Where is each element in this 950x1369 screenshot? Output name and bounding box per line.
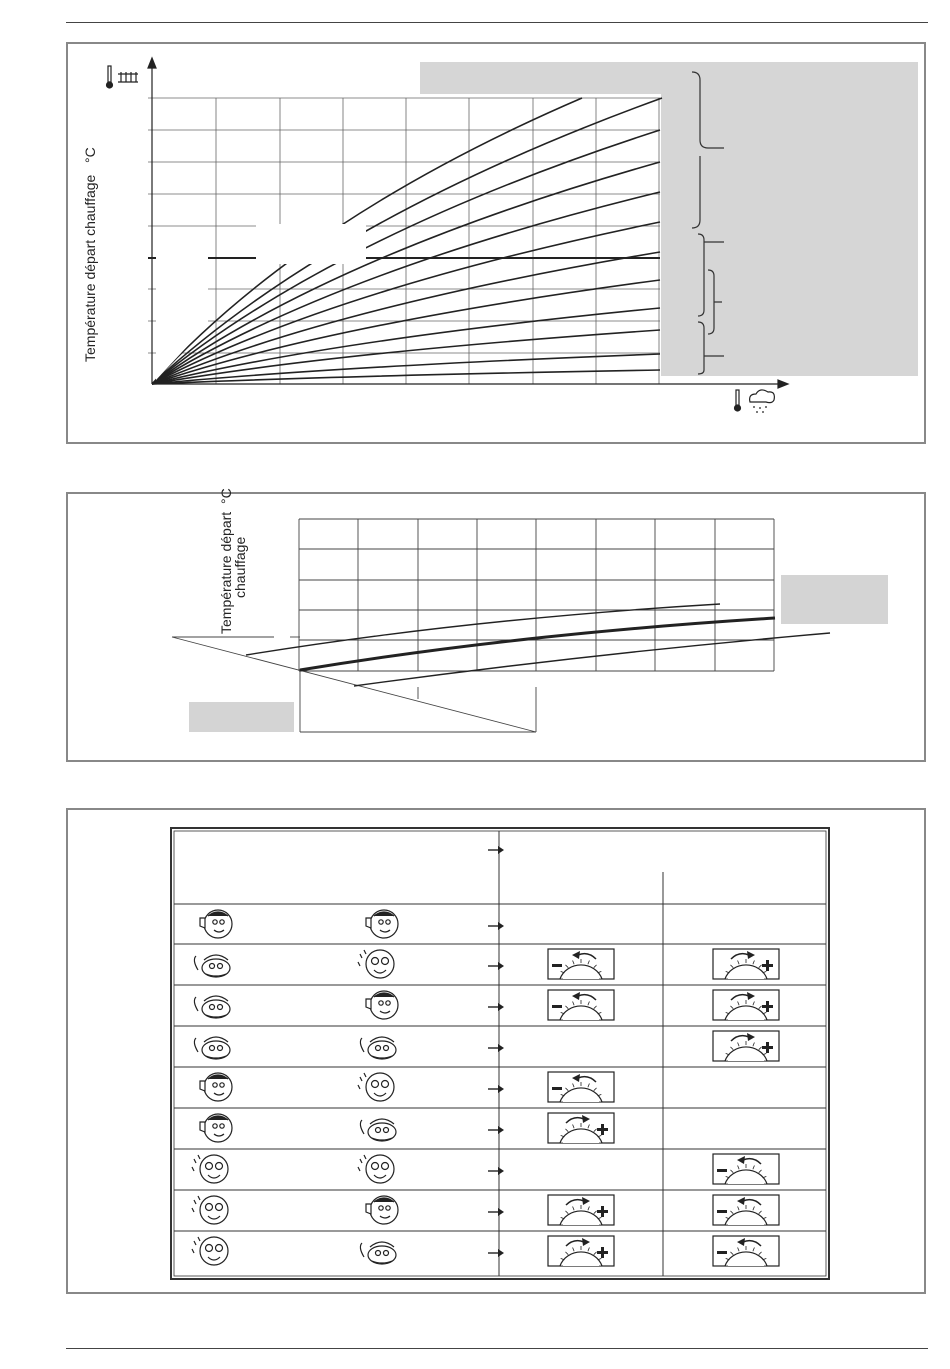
hot-face-icon (192, 1155, 228, 1183)
arrow-icon (488, 1044, 504, 1052)
arrow-icon (488, 1249, 504, 1257)
table-row (192, 1236, 779, 1266)
arrow-icon (488, 1167, 504, 1175)
hot-face-icon (192, 1196, 228, 1224)
thumbs-up-face-icon (366, 1196, 398, 1224)
table-rows (192, 846, 779, 1266)
adjustment-table-panel (66, 808, 926, 1294)
dial-plus-icon (548, 1113, 614, 1143)
cold-face-icon (360, 1242, 396, 1264)
table-row (200, 1113, 614, 1143)
shaded-region (420, 62, 918, 376)
thumbs-up-face-icon (366, 910, 398, 938)
table-row (200, 1072, 614, 1102)
heating-curves (152, 98, 662, 384)
cold-face-icon (194, 1037, 230, 1059)
dial-minus-icon (713, 1195, 779, 1225)
dial-plus-icon (548, 1195, 614, 1225)
dial-minus-icon (548, 949, 614, 979)
thumbs-up-face-icon (200, 1114, 232, 1142)
shifted-curves (246, 604, 830, 686)
hot-face-icon (192, 1237, 228, 1265)
gap-label-area (256, 224, 366, 264)
adjustment-table (68, 810, 928, 1296)
table-row (194, 990, 779, 1020)
chart-grid (299, 519, 774, 671)
thumbs-up-face-icon (200, 1073, 232, 1101)
hot-face-icon (358, 1073, 394, 1101)
arrow-icon (488, 962, 504, 970)
y-axis-label-line2: chauffage (232, 536, 248, 598)
dial-minus-icon (548, 990, 614, 1020)
table-row (200, 910, 504, 938)
header-rule (66, 22, 928, 23)
arrow-icon (488, 1085, 504, 1093)
cold-face-icon (194, 955, 230, 977)
dial-plus-icon (713, 949, 779, 979)
thermometer-outdoor-weather-icon (735, 390, 775, 413)
chart-grid (148, 98, 660, 384)
thermometer-radiator-icon (107, 66, 139, 88)
footer-rule (66, 1348, 928, 1349)
y-axis-label-line1: Température départ °C (218, 488, 234, 634)
dial-plus-icon (548, 1236, 614, 1266)
cold-face-icon (194, 996, 230, 1018)
heating-curve-panel (66, 42, 926, 444)
table-row (192, 1195, 779, 1225)
curve-shift-panel (66, 488, 926, 762)
cold-face-icon (360, 1037, 396, 1059)
thumbs-up-face-icon (200, 910, 232, 938)
hot-face-icon (358, 950, 394, 978)
table-row (194, 949, 779, 979)
curve-shift-chart (68, 494, 928, 764)
cold-face-icon (360, 1119, 396, 1141)
dial-minus-icon (548, 1072, 614, 1102)
dial-minus-icon (713, 1154, 779, 1184)
hot-face-icon (358, 1155, 394, 1183)
table-row (192, 1154, 779, 1184)
arrow-icon (488, 922, 504, 930)
shaded-box-right (781, 575, 888, 624)
dial-minus-icon (713, 1236, 779, 1266)
thumbs-up-face-icon (366, 991, 398, 1019)
arrow-icon (488, 1126, 504, 1134)
y-axis-label: Température départ chauffage °C (82, 147, 98, 362)
heating-curve-chart (68, 44, 928, 446)
dial-plus-icon (713, 990, 779, 1020)
arrow-icon (488, 1208, 504, 1216)
arrow-icon (488, 1003, 504, 1011)
shaded-box-left (189, 702, 294, 732)
arrow-icon (488, 846, 504, 854)
table-row (194, 1031, 779, 1061)
dial-plus-icon (713, 1031, 779, 1061)
